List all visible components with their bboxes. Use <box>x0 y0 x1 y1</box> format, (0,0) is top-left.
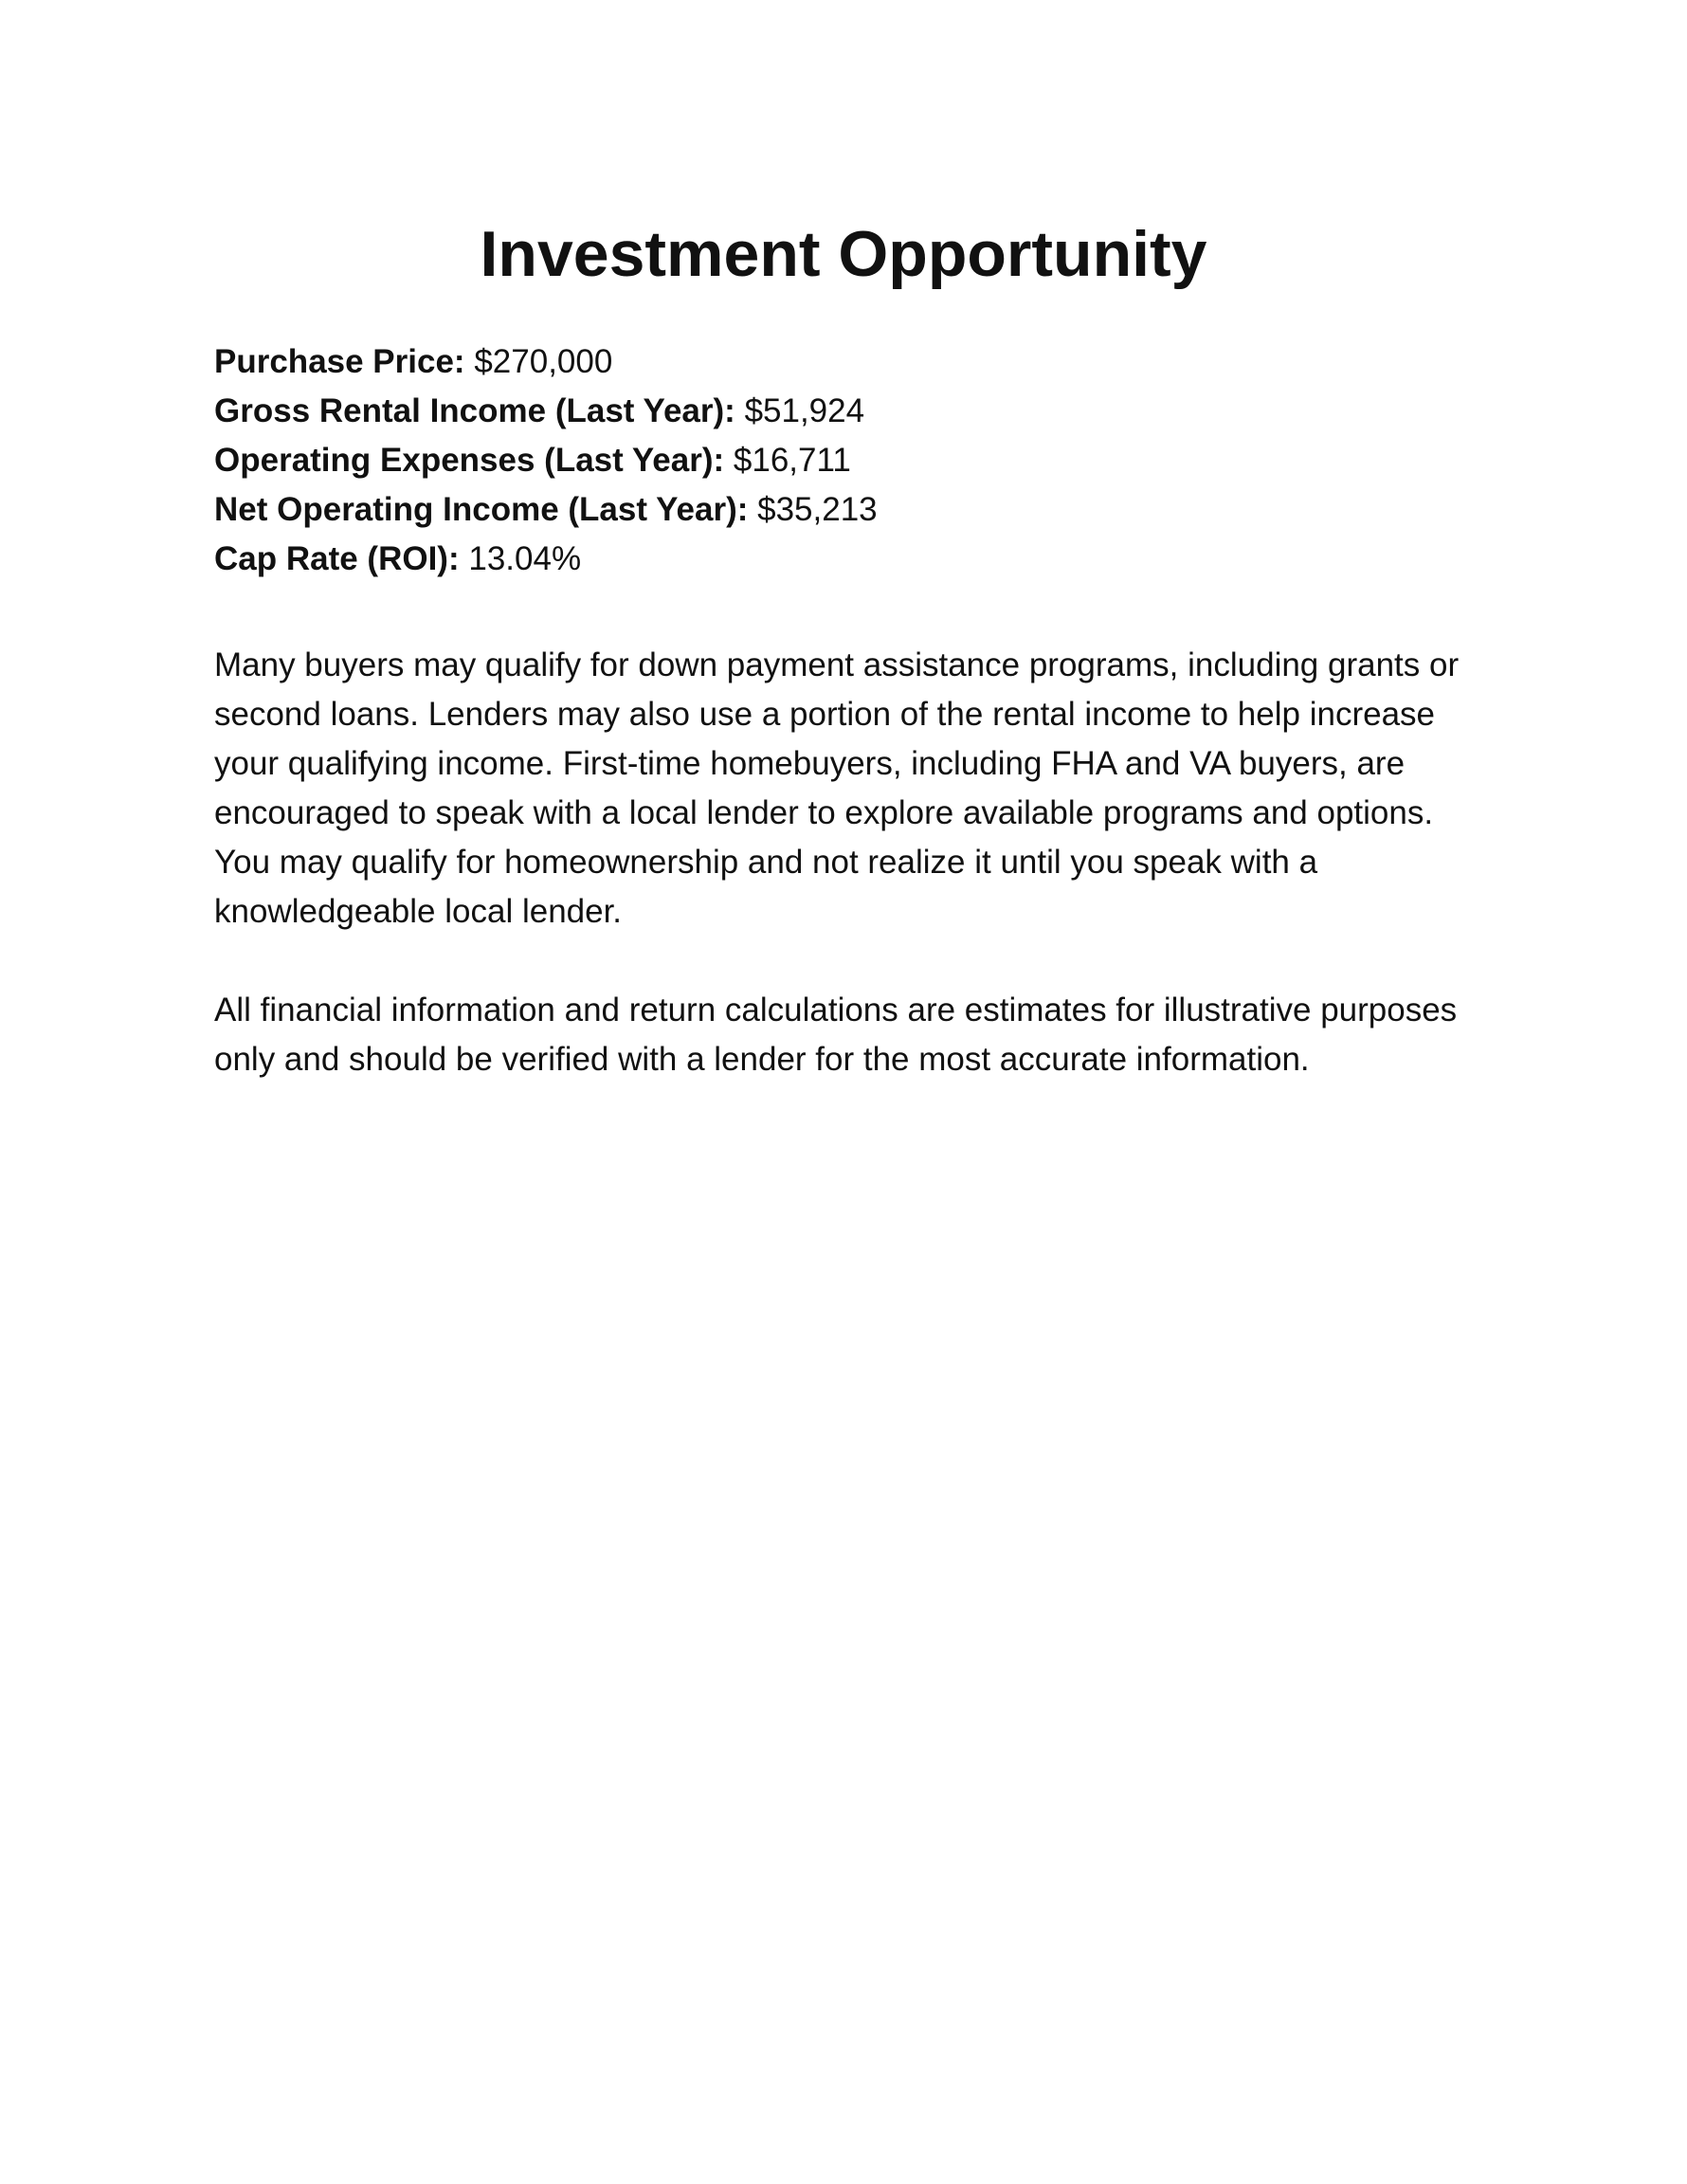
fact-operating-expenses <box>214 436 1484 485</box>
assistance-paragraph: Many buyers may qualify for down payment assistance programs, including grants or second loans. Lenders may also use a portion of the rental income to help increase your qualifying income. First-time homebuyers, including FHA and VA buyers, are encouraged to speak with a local lender to explore available programs and options. You may qualify for homeownership and not realize it until you speak with a knowledgeable local lender. <box>214 646 1460 930</box>
fact-value: $270,000 <box>474 343 613 380</box>
fact-cap-rate <box>214 535 1484 584</box>
fact-gross-rental-income <box>214 387 1484 436</box>
fact-value: $51,924 <box>744 392 865 429</box>
fact-label: Cap Rate (ROI): <box>214 540 460 577</box>
fact-label: Purchase Price: <box>214 343 465 380</box>
financial-summary <box>214 337 1484 584</box>
page-title: Investment Opportunity <box>480 218 1207 290</box>
fact-label: Net Operating Income (Last Year): <box>214 491 749 528</box>
fact-net-operating-income <box>214 485 1484 535</box>
fact-label: Operating Expenses (Last Year): <box>214 442 725 479</box>
fact-value: $35,213 <box>757 491 878 528</box>
fact-value: $16,711 <box>733 442 851 479</box>
disclaimer-paragraph: All financial information and return calculations are estimates for illustrative purposes only and should be verified with a lender for the most accurate information. <box>214 992 1458 1078</box>
fact-label: Gross Rental Income (Last Year): <box>214 392 735 429</box>
fact-purchase-price <box>214 337 1484 387</box>
fact-value: 13.04% <box>468 540 582 577</box>
